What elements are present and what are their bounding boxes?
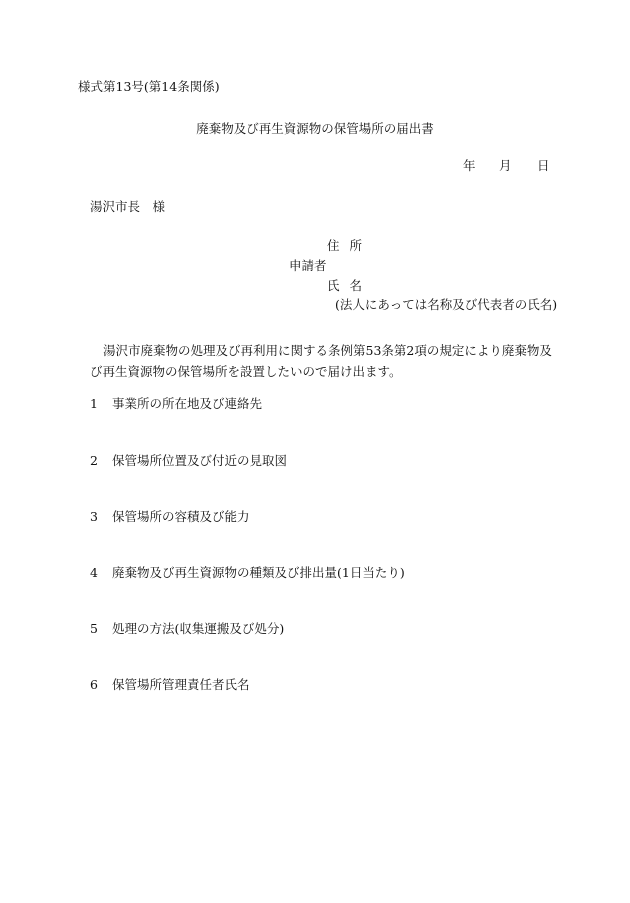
section-label: 保管場所位置及び付近の見取図 (112, 453, 288, 468)
section-item (90, 398, 262, 411)
name-label: 氏名 (327, 278, 373, 293)
section-item (90, 567, 405, 580)
section-label: 保管場所の容積及び能力 (112, 509, 250, 524)
section-item (90, 679, 250, 692)
section-number: 2 (90, 453, 98, 468)
date-day-label: 日 (537, 158, 550, 173)
section-number: 1 (90, 396, 98, 411)
section-item (90, 511, 250, 524)
section-label: 処理の方法(収集運搬及び処分) (112, 621, 285, 636)
section-label: 廃棄物及び再生資源物の種類及び排出量(1日当たり) (112, 565, 405, 580)
section-number: 6 (90, 677, 98, 692)
corporate-name-note: (法人にあっては名称及び代表者の氏名) (335, 297, 558, 312)
section-label: 保管場所管理責任者氏名 (112, 677, 250, 692)
form-number: 様式第13号(第14条関係) (78, 79, 220, 94)
section-number: 3 (90, 509, 98, 524)
date-month-label: 月 (499, 158, 512, 173)
section-label: 事業所の所在地及び連絡先 (112, 396, 263, 411)
section-item (90, 623, 284, 636)
document-title: 廃棄物及び再生資源物の保管場所の届出書 (196, 121, 434, 136)
address-label: 住所 (327, 238, 373, 253)
date-year-label: 年 (463, 158, 476, 173)
addressee: 湯沢市長 様 (90, 199, 166, 214)
section-number: 4 (90, 565, 98, 580)
section-number: 5 (90, 621, 98, 636)
section-item (90, 455, 287, 468)
body-text: 湯沢市廃棄物の処理及び再利用に関する条例第53条第2項の規定により廃棄物及び再生資源物の保管場所を設置したいので届け出ます。 (90, 343, 552, 379)
applicant-label: 申請者 (289, 258, 327, 273)
